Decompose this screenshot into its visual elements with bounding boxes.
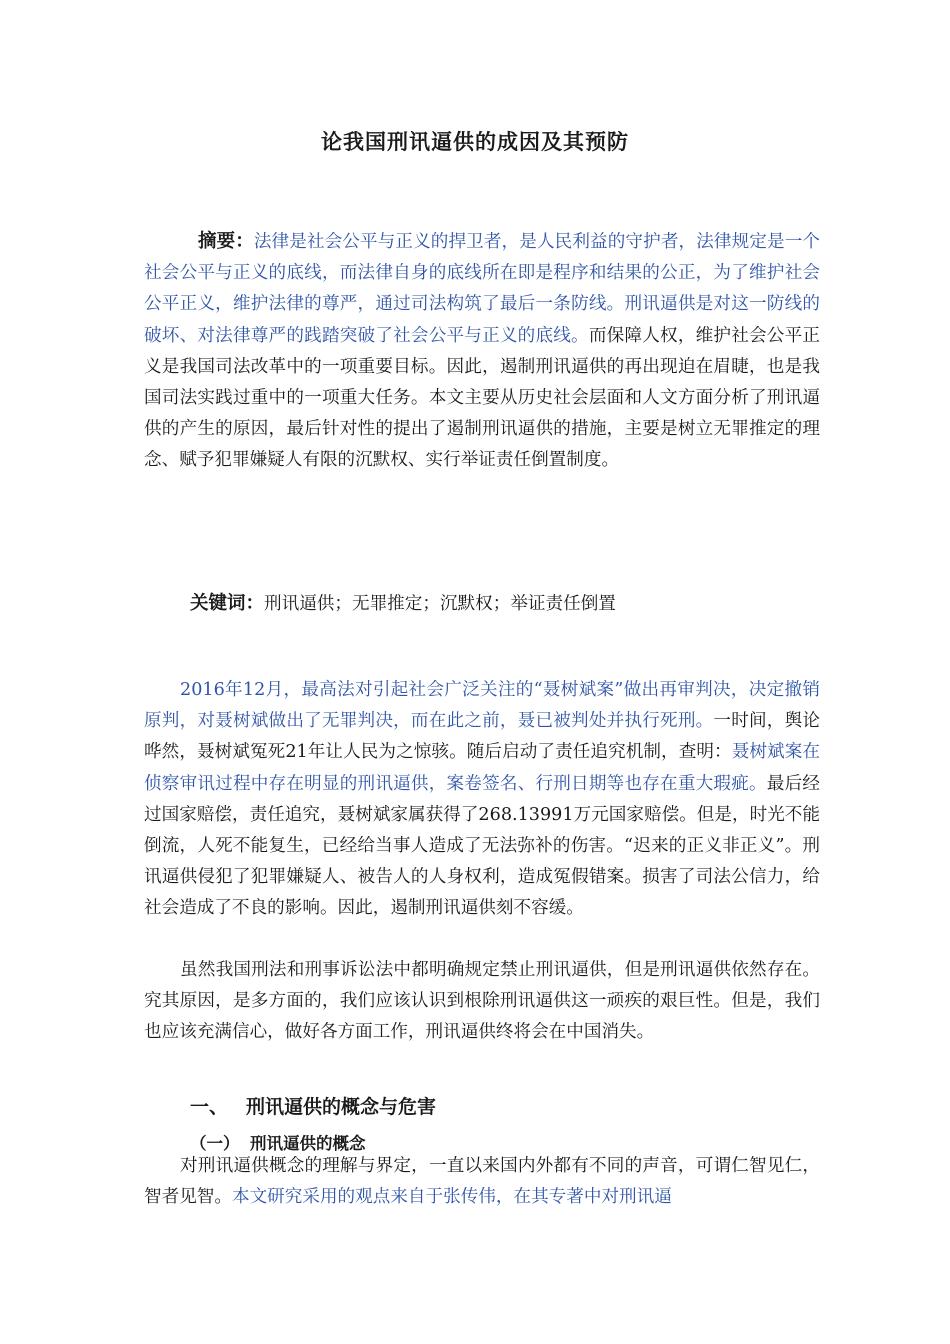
concept-quoted-text: 本文研究采用的观点来自于张传伟，在其专著中对刑讯逼 — [231, 1187, 672, 1208]
abstract-quoted-text: 法律是社会公平与正义的捍卫者，是人民利益的守护者，法律规定是一个社会公平与正义的底线，而法律自身的底线所在即是程序和结果的公正，为了维护社会公平正义，维护法律的尊严，通过司法构筑了最后一条防线。刑讯逼供是对这一防线的破坏、对法律尊严的践踏突破了社会公平与正义的底线。 — [144, 232, 820, 346]
subsection-heading-number: （一） — [190, 1134, 240, 1153]
case-text-a: 一时间，舆论哗然，聂树斌冤死21年让人民为之惊骇。随后启动了责任追究机制，查明： — [144, 711, 820, 763]
section-heading-number: 一、 — [190, 1096, 229, 1118]
document-title: 论我国刑讯逼供的成因及其预防 — [321, 130, 629, 154]
keywords-label: 关键词： — [190, 593, 265, 614]
case-quoted-text-a: 2016年12月，最高法对引起社会广泛关注的“聂树斌案”做出再审判决，决定撤销原判，对聂树斌做出了无罪判决，而在此之前，聂已被判处并执行死刑。 — [144, 680, 820, 732]
abstract-label: 摘要： — [198, 231, 254, 252]
section-heading-1 — [190, 1092, 436, 1119]
subsection-heading-text: 刑讯逼供的概念 — [250, 1134, 366, 1153]
abstract-text: 而保障人权，维护社会公平正义是我国司法改革中的一项重要目标。因此，遏制刑讯逼供的再出现迫在眉睫，也是我国司法实践过重中的一项重大任务。本文主要从历史社会层面和人文方面分析了刑讯逼供的产生的原因，最后针对性的提出了遏制刑讯逼供的措施，主要是树立无罪推定的理念、赋予犯罪嫌疑人有限的沉默权、实行举证责任倒置制度。 — [144, 325, 820, 471]
body-paragraph-2: 虽然我国刑法和刑事诉讼法中都明确规定禁止刑讯逼供，但是刑讯逼供依然存在。究其原因，是多方面的，我们应该认识到根除刑讯逼供这一顽疾的艰巨性。但是，我们也应该充满信心，做好各方面工作，刑讯逼供终将会在中国消失。 — [144, 960, 820, 1043]
body-paragraph-1 — [144, 675, 820, 925]
case-text-b: 最后经过国家赔偿，责任追究，聂树斌家属获得了268.13991万元国家赔偿。但是，时光不能倒流，人死不能复生，已经给当事人造成了无法弥补的伤害。“迟来的正义非正义”。刑讯逼供侵犯了犯罪嫌疑人、被告人的人身权利，造成冤假错案。损害了司法公信力，给社会造成了不良的影响。因此，遏制刑讯逼供刻不容缓。 — [144, 773, 820, 919]
keywords-paragraph — [144, 588, 820, 620]
concept-text: 对刑讯逼供概念的理解与界定，一直以来国内外都有不同的声音，可谓仁智见仁，智者见智。 — [144, 1156, 820, 1208]
section-heading-text: 刑讯逼供的概念与危害 — [246, 1096, 437, 1118]
abstract-paragraph — [144, 226, 820, 477]
case-quoted-text-b: 聂树斌案在侦察审讯过程中存在明显的刑讯逼供，案卷签名、行刑日期等也存在重大瑕疵。 — [144, 742, 820, 794]
body-paragraph-3 — [144, 1151, 820, 1213]
keywords-text: 刑讯逼供；无罪推定；沉默权；举证责任倒置 — [264, 594, 616, 614]
